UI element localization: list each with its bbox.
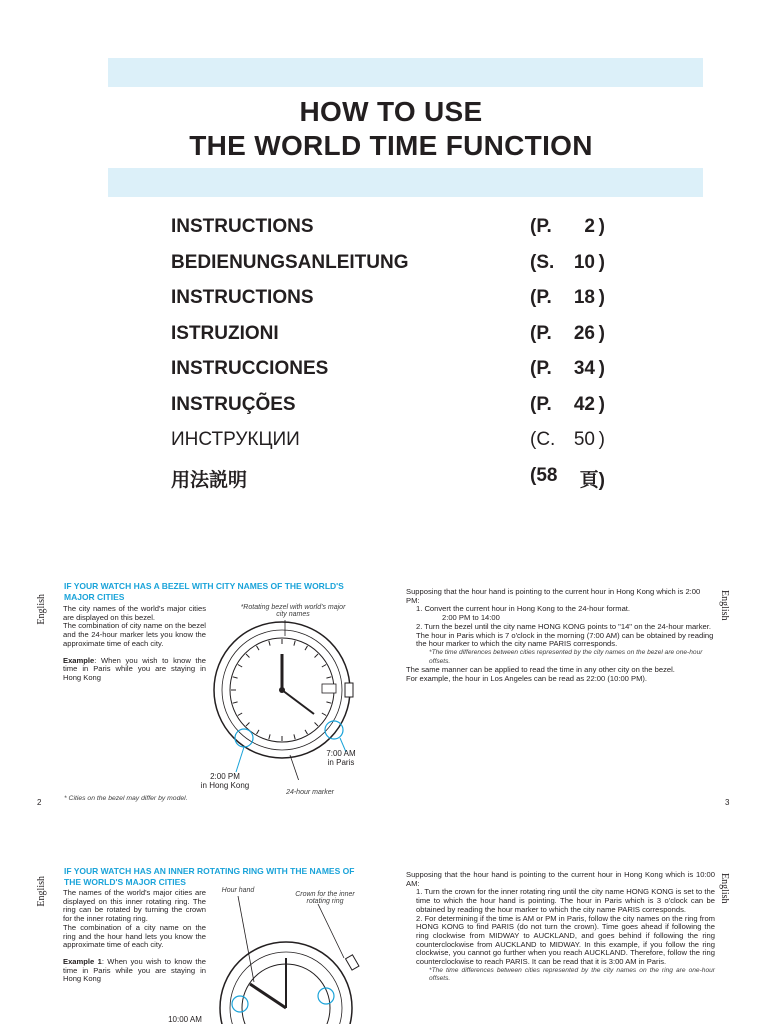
note: *The time differences between cities represented by the city names on the bezel are one-hour offsets. — [429, 648, 703, 665]
toc-entry-prefix: (S. — [530, 251, 555, 273]
crown-caption: Crown for the inner rotating ring — [295, 891, 355, 905]
toc-entry-prefix: (P. — [530, 358, 552, 379]
toc-entry-close: ) — [598, 393, 605, 415]
callout-line-hong-kong — [236, 747, 244, 772]
bezel-caption: *Rotating bezel with world's major city names — [240, 604, 346, 618]
toc-entry-prefix: (P. — [530, 287, 552, 308]
callout-line-crown — [318, 904, 344, 958]
toc-entry-close: ) — [598, 429, 605, 450]
paragraph: The same manner can be applied to read the time in any other city on the bezel. — [406, 665, 675, 675]
toc-entry-label: ISTRUZIONI — [171, 322, 279, 344]
toc-entry-label: BEDIENUNGSANLEITUNG — [171, 251, 409, 273]
paragraph: The names of the world's major cities are displayed on this inner rotating ring. The ring can be rotated by turning the crown for the inner rotating ring. — [63, 888, 206, 924]
example-label: Example — [63, 655, 95, 665]
cover-band-top — [108, 58, 703, 87]
footnote: * Cities on the bezel may differ by model. — [64, 795, 188, 802]
toc-entry-page: 34 — [573, 358, 595, 379]
step-1: 1. Convert the current hour in Hong Kong to the 24-hour format. — [416, 604, 631, 614]
paragraph: The city names of the world's major cities are displayed on this bezel. — [63, 604, 206, 622]
toc-entry — [171, 287, 605, 311]
step-2: 2. For determining if the time is AM or PM in Paris, follow the city names on the ring from HONG KONG to find PARIS (do not turn the crown). Time goes ahead if following the ring clockwise from MIDWAY to AUCKLAND, and goes behind if following the ring counterclockwise from AUCKLAND to MIDWAY. In this example, if you follow the ring clockwise, you cannot go further when you reach AUCKLAND. Therefore, follow the ring counterclockwise to reach PARIS. It can be read that it is 3:00 AM in Paris. — [416, 913, 715, 967]
toc-entry-page: 18 — [573, 287, 595, 308]
step-2: 2. Turn the bezel until the city name HONG KONG points to "14" on the 24-hour marker. The hour in Paris which is 7 o'clock in the morning (7:00 AM) can be obtained by reading the hour marker to which the city name PARIS corresponds. — [416, 621, 714, 649]
page-number: 3 — [725, 798, 730, 807]
toc-entry-prefix: (P. — [530, 216, 552, 237]
toc-entry-close: ) — [598, 251, 605, 273]
watch-ring-illustration — [210, 896, 370, 1024]
toc-entry-label: INSTRUÇÕES — [171, 393, 296, 415]
example-text: : When you wish to know the time in Paris while you are staying in Hong Kong — [63, 956, 206, 984]
example-paragraph — [63, 958, 206, 984]
page-number: 2 — [37, 798, 42, 807]
toc-entry-label: INSTRUCCIONES — [171, 358, 329, 379]
toc-entry-page: 2 — [584, 216, 595, 237]
callout-hong-kong — [188, 772, 262, 790]
toc-entry-prefix: (P. — [530, 322, 552, 344]
toc-entry-page: 10 — [573, 251, 595, 273]
language-tab-label: English — [36, 876, 47, 907]
ring-crown-icon — [346, 955, 359, 970]
cover-title-line1: HOW TO USE — [299, 96, 483, 127]
language-tab-label: English — [719, 873, 730, 904]
note: *The time differences between cities represented by the city names on the ring are one-hour offsets. — [429, 966, 715, 983]
callout-time: 2:00 PM — [210, 772, 240, 781]
toc-entry-page: 50 — [573, 429, 595, 450]
toc-entry — [171, 252, 605, 276]
section-heading: IF YOUR WATCH HAS A BEZEL WITH CITY NAMES OF THE WORLD'S MAJOR CITIES — [64, 581, 344, 602]
toc-entry — [171, 429, 605, 453]
toc-entry — [171, 358, 605, 382]
toc-entry-label: INSTRUCTIONS — [171, 287, 314, 308]
toc-entry-close: ) — [598, 216, 605, 237]
toc-entry — [171, 465, 605, 489]
hand-pivot — [279, 687, 285, 693]
marker-caption: 24-hour marker — [286, 789, 334, 796]
toc-entry-page: 42 — [573, 393, 595, 415]
callout-time: 7:00 AM — [326, 749, 356, 758]
toc-entry-prefix: (58 — [530, 464, 558, 486]
example-paragraph — [63, 657, 206, 683]
toc-entry-close: ) — [598, 287, 605, 308]
example-label: Example 1 — [63, 956, 102, 966]
toc-entry-page: 26 — [573, 322, 595, 344]
step-1-time: 2:00 PM to 14:00 — [442, 613, 500, 623]
callout-city: in Hong Kong — [200, 781, 250, 790]
day-date-window — [322, 684, 336, 693]
callout-line-24h-marker — [290, 755, 302, 780]
toc-entry-close: ) — [598, 358, 605, 379]
cover-band-bottom — [108, 168, 703, 197]
section-heading: IF YOUR WATCH HAS AN INNER ROTATING RING WITH THE NAMES OF THE WORLD'S MAJOR CITIES — [64, 866, 355, 887]
toc-entry-label: INSTRUCTIONS — [171, 216, 314, 237]
intro-text: Supposing that the hour hand is pointing to the current hour in Hong Kong which is 10:00 AM: — [406, 870, 715, 888]
callout-paris — [318, 749, 364, 767]
intro-text: Supposing that the hour hand is pointing to the current hour in Hong Kong which is 2:00 PM: — [406, 587, 701, 605]
toc-entry — [171, 394, 605, 418]
callout-hong-kong-time: 10:00 AM — [168, 1015, 202, 1024]
toc-entry-prefix: (P. — [530, 393, 552, 415]
toc-entry-close: 頁) — [579, 469, 605, 491]
example-text: : When you wish to know the time in Paris while you are staying in Hong Kong — [63, 655, 206, 682]
language-tab-label: English — [719, 590, 730, 621]
section-body — [63, 605, 206, 683]
paragraph: For example, the hour in Los Angeles can be read as 22:00 (10:00 PM). — [406, 674, 648, 684]
cover-title-line2: THE WORLD TIME FUNCTION — [189, 130, 593, 161]
page3-body — [406, 588, 715, 684]
paragraph: The combination of city name on the bezel and the 24-hour marker lets you know the approximate time of each city. — [63, 621, 206, 648]
toc-entry-label: 用法説明 — [171, 469, 248, 491]
language-tab-label: English — [36, 594, 47, 625]
toc-entry — [171, 216, 605, 240]
callout-city: in Paris — [327, 758, 355, 767]
step-1: 1. Turn the crown for the inner rotating ring until the city name HONG KONG is set to the time to which the hour hand is pointing. The hour in Paris which is 3 o'clock can be obtained by reading the hour marker to which the city name PARIS corresponds. — [416, 887, 715, 914]
hour-hand-caption: Hour hand — [221, 887, 255, 894]
toc-entry — [171, 323, 605, 347]
section-body — [63, 889, 206, 984]
toc-entry-label: ИНСТРУКЦИИ — [171, 429, 300, 450]
toc-entry-close: ) — [598, 322, 605, 344]
crown-icon — [345, 683, 353, 697]
toc-entry-prefix: (C. — [530, 429, 556, 450]
paragraph: The combination of a city name on the ring and the hour hand lets you know the approximate time of each city. — [63, 922, 206, 950]
page5-body — [406, 871, 715, 984]
